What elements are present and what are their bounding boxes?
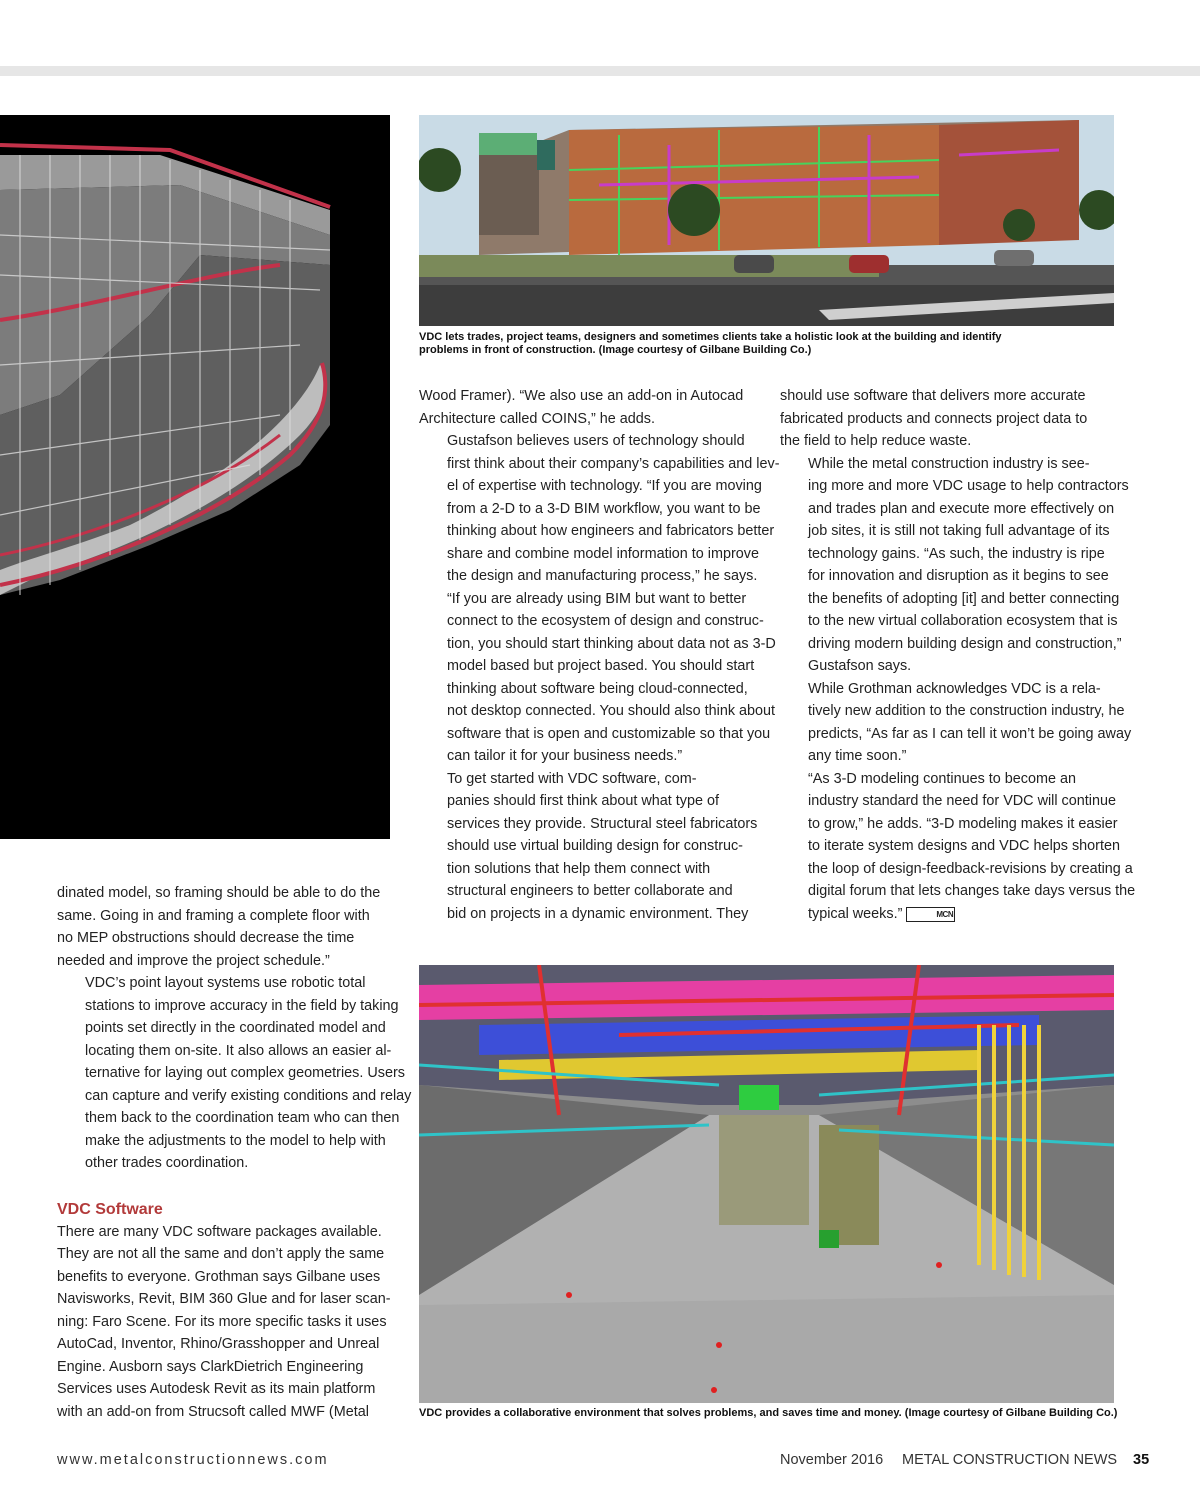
- text-line: should use software that delivers more accurate: [780, 388, 1086, 404]
- text-line: panies should first think about what type of: [447, 793, 719, 809]
- caption-line: VDC lets trades, project teams, designers and sometimes clients take a holistic look at the building: [419, 331, 937, 343]
- paragraph: [780, 768, 1136, 926]
- text-line: tion solutions that help them connect with: [447, 860, 711, 877]
- text-line: can capture and verify existing conditions and relay: [85, 1087, 412, 1104]
- text-line: model based but project based. You should start: [447, 658, 755, 674]
- text-line: should use virtual building design for construc-: [447, 838, 743, 854]
- text-line: other trades coordination.: [85, 1155, 249, 1171]
- article-column-middle: [419, 385, 780, 925]
- text-line: To get started with VDC software, com-: [447, 770, 697, 787]
- text-line: technology gains. “As such, the industry is ripe: [808, 545, 1105, 562]
- footer-magazine-name: METAL CONSTRUCTION NEWS: [902, 1452, 1118, 1468]
- text-line: digital forum that lets changes take days versus the: [808, 883, 1136, 899]
- text-line: There are many VDC software packages available.: [57, 1223, 382, 1240]
- text-line: stations to improve accuracy in the field by taking: [85, 997, 399, 1014]
- text-line: make the adjustments to the model to help with: [85, 1132, 386, 1149]
- text-line: the design and manufacturing process,” he says.: [447, 568, 758, 584]
- text-line: driving modern building design and construction,”: [808, 635, 1122, 652]
- text-line: needed and improve the project schedule.”: [57, 952, 330, 969]
- text-line: They are not all the same and don’t apply the same: [57, 1246, 385, 1262]
- mep-model-image: [419, 965, 1114, 1403]
- text-line: Gustafson says.: [808, 658, 912, 674]
- paragraph: [57, 972, 412, 1175]
- paragraph: [57, 882, 392, 972]
- caption-line: and identify problems in front of construction. (Image courtesy of Gilbane Building Co.): [419, 331, 1002, 356]
- footer-website-link[interactable]: www.metalconstructionnews.com: [57, 1452, 329, 1468]
- text-line: VDC’s point layout systems use robotic total: [85, 975, 366, 991]
- top-image-caption: [419, 331, 1019, 357]
- text-line: same. Going in and framing a complete floor with: [57, 907, 370, 924]
- text-line: el of expertise with technology. “If you are moving: [447, 478, 762, 494]
- text-line: to the new virtual collaboration ecosystem that is: [808, 613, 1118, 629]
- text-line: to grow,” he adds. “3-D modeling makes it easier: [808, 815, 1118, 832]
- paragraph: [780, 678, 1132, 768]
- text-line: Services uses Autodesk Revit as its main platform: [57, 1381, 376, 1397]
- text-line: fabricated products and connects project data to: [780, 410, 1088, 427]
- text-line: typical weeks.”: [808, 905, 903, 922]
- section-heading: VDC Software: [57, 1200, 163, 1218]
- text-line: While Grothman acknowledges VDC is a rela-: [808, 680, 1101, 697]
- text-line: with an add-on from Strucsoft called MWF (Metal: [57, 1403, 369, 1420]
- paragraph: [57, 1221, 392, 1424]
- text-line: services they provide. Structural steel fabricators: [447, 815, 758, 832]
- text-line: benefits to everyone. Grothman says Gilbane uses: [57, 1268, 381, 1285]
- text-line: no MEP obstructions should decrease the time: [57, 930, 355, 946]
- text-line: structural engineers to better collaborate and: [447, 883, 733, 899]
- text-line: thinking about how engineers and fabricators better: [447, 523, 775, 539]
- text-line: and trades plan and execute more effectively on: [808, 500, 1115, 517]
- top-rule: [0, 66, 1200, 76]
- footer-issue-date: November 2016: [780, 1452, 884, 1468]
- text-line: Engine. Ausborn says ClarkDietrich Engineering: [57, 1358, 364, 1375]
- text-line: the loop of design-feedback-revisions by creating a: [808, 860, 1133, 877]
- text-line: bid on projects in a dynamic environment. They: [447, 905, 749, 922]
- text-line: Gustafson believes users of technology should: [447, 433, 745, 449]
- article-column-left: [57, 882, 412, 1423]
- bottom-image-caption: VDC provides a collaborative environment that solves problems, and saves time and money. (Image courtesy of Gilbane Building Co.): [419, 1407, 1118, 1419]
- text-line: software that is open and customizable so that you: [447, 725, 771, 742]
- text-line: them back to the coordination team who can then: [85, 1110, 400, 1126]
- text-line: ing more and more VDC usage to help contractors: [808, 478, 1129, 494]
- text-line: from a 2-D to a 3-D BIM workflow, you want to be: [447, 500, 761, 517]
- text-line: the field to help reduce waste.: [780, 433, 972, 449]
- paragraph: [419, 385, 759, 430]
- paragraph: [780, 385, 1120, 453]
- paragraph: [780, 453, 1129, 678]
- text-line: any time soon.”: [808, 748, 907, 764]
- paragraph: [419, 768, 759, 926]
- text-line: “As 3-D modeling continues to become an: [808, 770, 1076, 787]
- text-line: to iterate system designs and VDC helps shorten: [808, 838, 1120, 854]
- text-line: dinated model, so framing should be able to do the: [57, 885, 381, 901]
- text-line: connect to the ecosystem of design and construc-: [447, 613, 764, 629]
- text-line: job sites, it is still not taking full advantage of its: [808, 523, 1110, 539]
- text-line: Architecture called COINS,” he adds.: [419, 410, 655, 427]
- text-line-with-end-mark: [780, 903, 1120, 926]
- text-line: first think about their company’s capabilities and lev-: [447, 455, 780, 472]
- text-line: thinking about software being cloud-connected,: [447, 680, 748, 697]
- text-line: not desktop connected. You should also think about: [447, 703, 776, 719]
- text-line: AutoCad, Inventor, Rhino/Grasshopper and Unreal: [57, 1336, 380, 1352]
- text-line: predicts, “As far as I can tell it won’t be going away: [808, 725, 1132, 742]
- text-line: While the metal construction industry is see-: [808, 455, 1090, 472]
- text-line: tively new addition to the construction industry, he: [808, 703, 1125, 719]
- text-line: ning: Faro Scene. For its more specific tasks it uses: [57, 1313, 387, 1330]
- framing-model-image: [0, 115, 390, 839]
- page-number: 35: [1133, 1452, 1150, 1468]
- article-column-right: [780, 385, 1136, 925]
- text-line: the benefits of adopting [it] and better connecting: [808, 590, 1120, 607]
- text-line: “If you are already using BIM but want to better: [447, 590, 747, 607]
- text-line: industry standard the need for VDC will continue: [808, 793, 1116, 809]
- text-line: Wood Framer). “We also use an add-on in Autocad: [419, 388, 744, 404]
- end-of-article-mark: MCN: [906, 907, 955, 922]
- text-line: for innovation and disruption as it begins to see: [808, 568, 1109, 584]
- text-line: share and combine model information to improve: [447, 545, 759, 562]
- text-line: Navisworks, Revit, BIM 360 Glue and for laser scan-: [57, 1291, 391, 1307]
- text-line: ternative for laying out complex geometries. Users: [85, 1065, 405, 1081]
- building-rendering-image: [419, 115, 1114, 326]
- paragraph: [419, 430, 780, 768]
- text-line: locating them on-site. It also allows an easier al-: [85, 1042, 392, 1059]
- text-line: tion, you should start thinking about data not as 3-D: [447, 635, 776, 652]
- text-line: points set directly in the coordinated model and: [85, 1020, 386, 1036]
- text-line: can tailor it for your business needs.”: [447, 748, 683, 764]
